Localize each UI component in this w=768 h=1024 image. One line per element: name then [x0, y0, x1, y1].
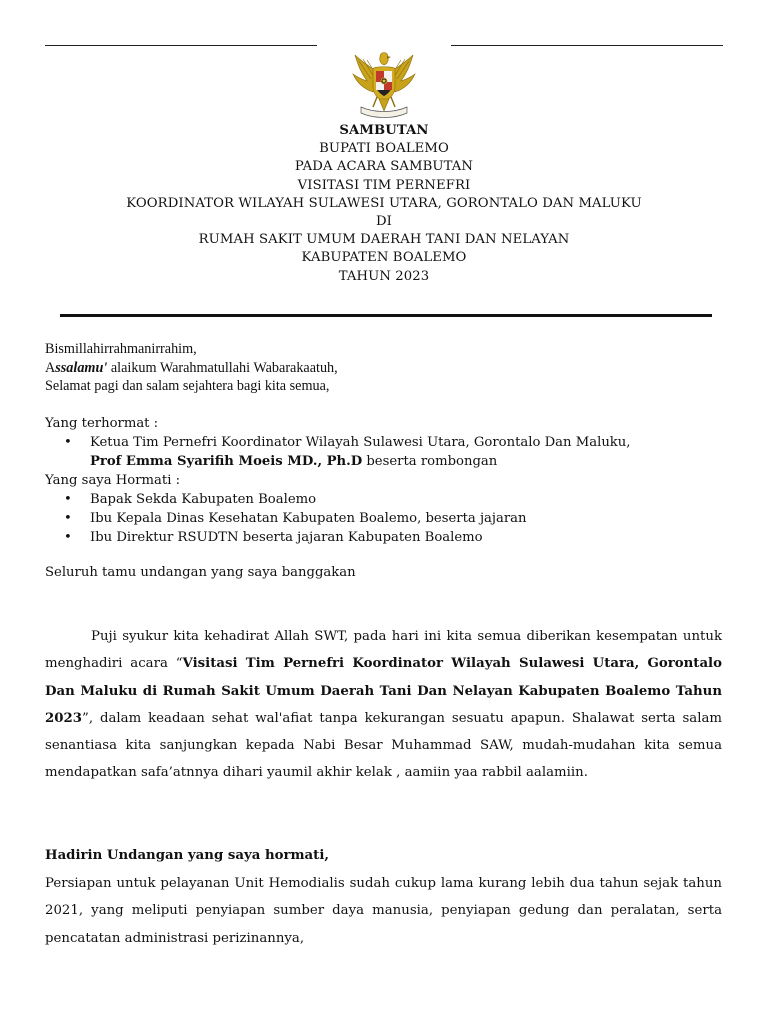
- header-rule-left: [45, 45, 317, 46]
- honored-item-text: Ketua Tim Pernefri Koordinator Wilayah Sulawesi Utara, Gorontalo Dan Maluku,: [90, 435, 631, 450]
- title-line: RUMAH SAKIT UMUM DAERAH TANI DAN NELAYAN: [198, 232, 570, 248]
- honored-item-name: Prof Emma Syarifih Moeis MD., Ph.D: [90, 454, 363, 469]
- greeting-basmala: Bismillahirrahmanirrahim,: [45, 341, 197, 357]
- event-name: Visitasi Tim Pernefri Koordinator Wilayah Sulawesi Utara, Gorontalo Dan Maluku di Rumah Sakit Umum Daerah Tani Dan Nelayan Kabupaten Boalemo Tahun 2023: [45, 656, 722, 726]
- garuda-emblem-icon: [349, 47, 419, 121]
- paragraph-opening: [45, 623, 722, 787]
- title-line: TAHUN 2023: [338, 268, 430, 284]
- sub-heading: Hadirin Undangan yang saya hormati,: [45, 848, 329, 863]
- list-item: • Bapak Sekda Kabupaten Boalemo: [45, 490, 735, 509]
- title-separator-rule: [60, 314, 712, 317]
- greeting-salam-prefix: A: [45, 359, 56, 376]
- greeting-salam-rest: alaikum Warahmatullahi Wabarakaatuh,: [107, 359, 338, 376]
- paragraph-hemodialysis: Persiapan untuk pelayanan Unit Hemodialis sudah cukup lama kurang lebih dua tahun sejak tahun 2021, yang meliputi penyiapan sumber daya manusia, penyiapan gedung dan peralatan, serta pencatatan administrasi perizinannya,: [45, 876, 722, 946]
- list-item: [45, 433, 735, 471]
- honored-item-suffix: beserta rombongan: [362, 454, 498, 469]
- list-item: • Ibu Direktur RSUDTN beserta jajaran Kabupaten Boalemo: [45, 528, 735, 547]
- title-line: DI: [376, 214, 392, 230]
- header-rule-right: [451, 45, 723, 46]
- title-line: PADA ACARA SAMBUTAN: [294, 159, 474, 175]
- opening-greetings: [45, 340, 725, 396]
- greeting-morning: Selamat pagi dan salam sejahtera bagi kita semua,: [45, 378, 330, 394]
- title-line: BUPATI BOALEMO: [319, 141, 449, 157]
- title-line: KOORDINATOR WILAYAH SULAWESI UTARA, GORONTALO DAN MALUKU: [126, 195, 642, 211]
- title-line: VISITASI TIM PERNEFRI: [297, 177, 471, 193]
- honored-label: Yang terhormat :: [45, 416, 159, 431]
- recipients-section: [45, 414, 735, 547]
- honored-list: [45, 433, 735, 471]
- title-line: KABUPATEN BOALEMO: [301, 250, 467, 266]
- document-title: SAMBUTAN: [339, 123, 429, 138]
- paragraph-opening-rest: ”, dalam keadaan sehat wal'afiat tanpa kekurangan sesuatu apapun. Shalawat serta salam senantiasa kita sanjungkan kepada Nabi Besar Muhammad SAW, mudah-mudahan kita semua mendapatkan safa’atnnya dihari yaumil akhir kelak , aamiin yaa rabbil aalamiin.: [45, 710, 722, 781]
- greeting-salam: [45, 359, 725, 378]
- guests-line: Seluruh tamu undangan yang saya banggakan: [45, 565, 356, 580]
- greeting-salam-bold: ssalamu': [55, 359, 108, 376]
- document-title-block: [0, 122, 768, 286]
- respected-list: [45, 490, 735, 547]
- list-item: • Ibu Kepala Dinas Kesehatan Kabupaten Boalemo, beserta jajaran: [45, 509, 735, 528]
- paragraph-opening-text: Puji syukur kita kehadirat Allah SWT, pada hari ini kita semua diberikan kesempatan untuk menghadiri acara “: [45, 629, 722, 672]
- respected-label: Yang saya Hormati :: [45, 473, 181, 488]
